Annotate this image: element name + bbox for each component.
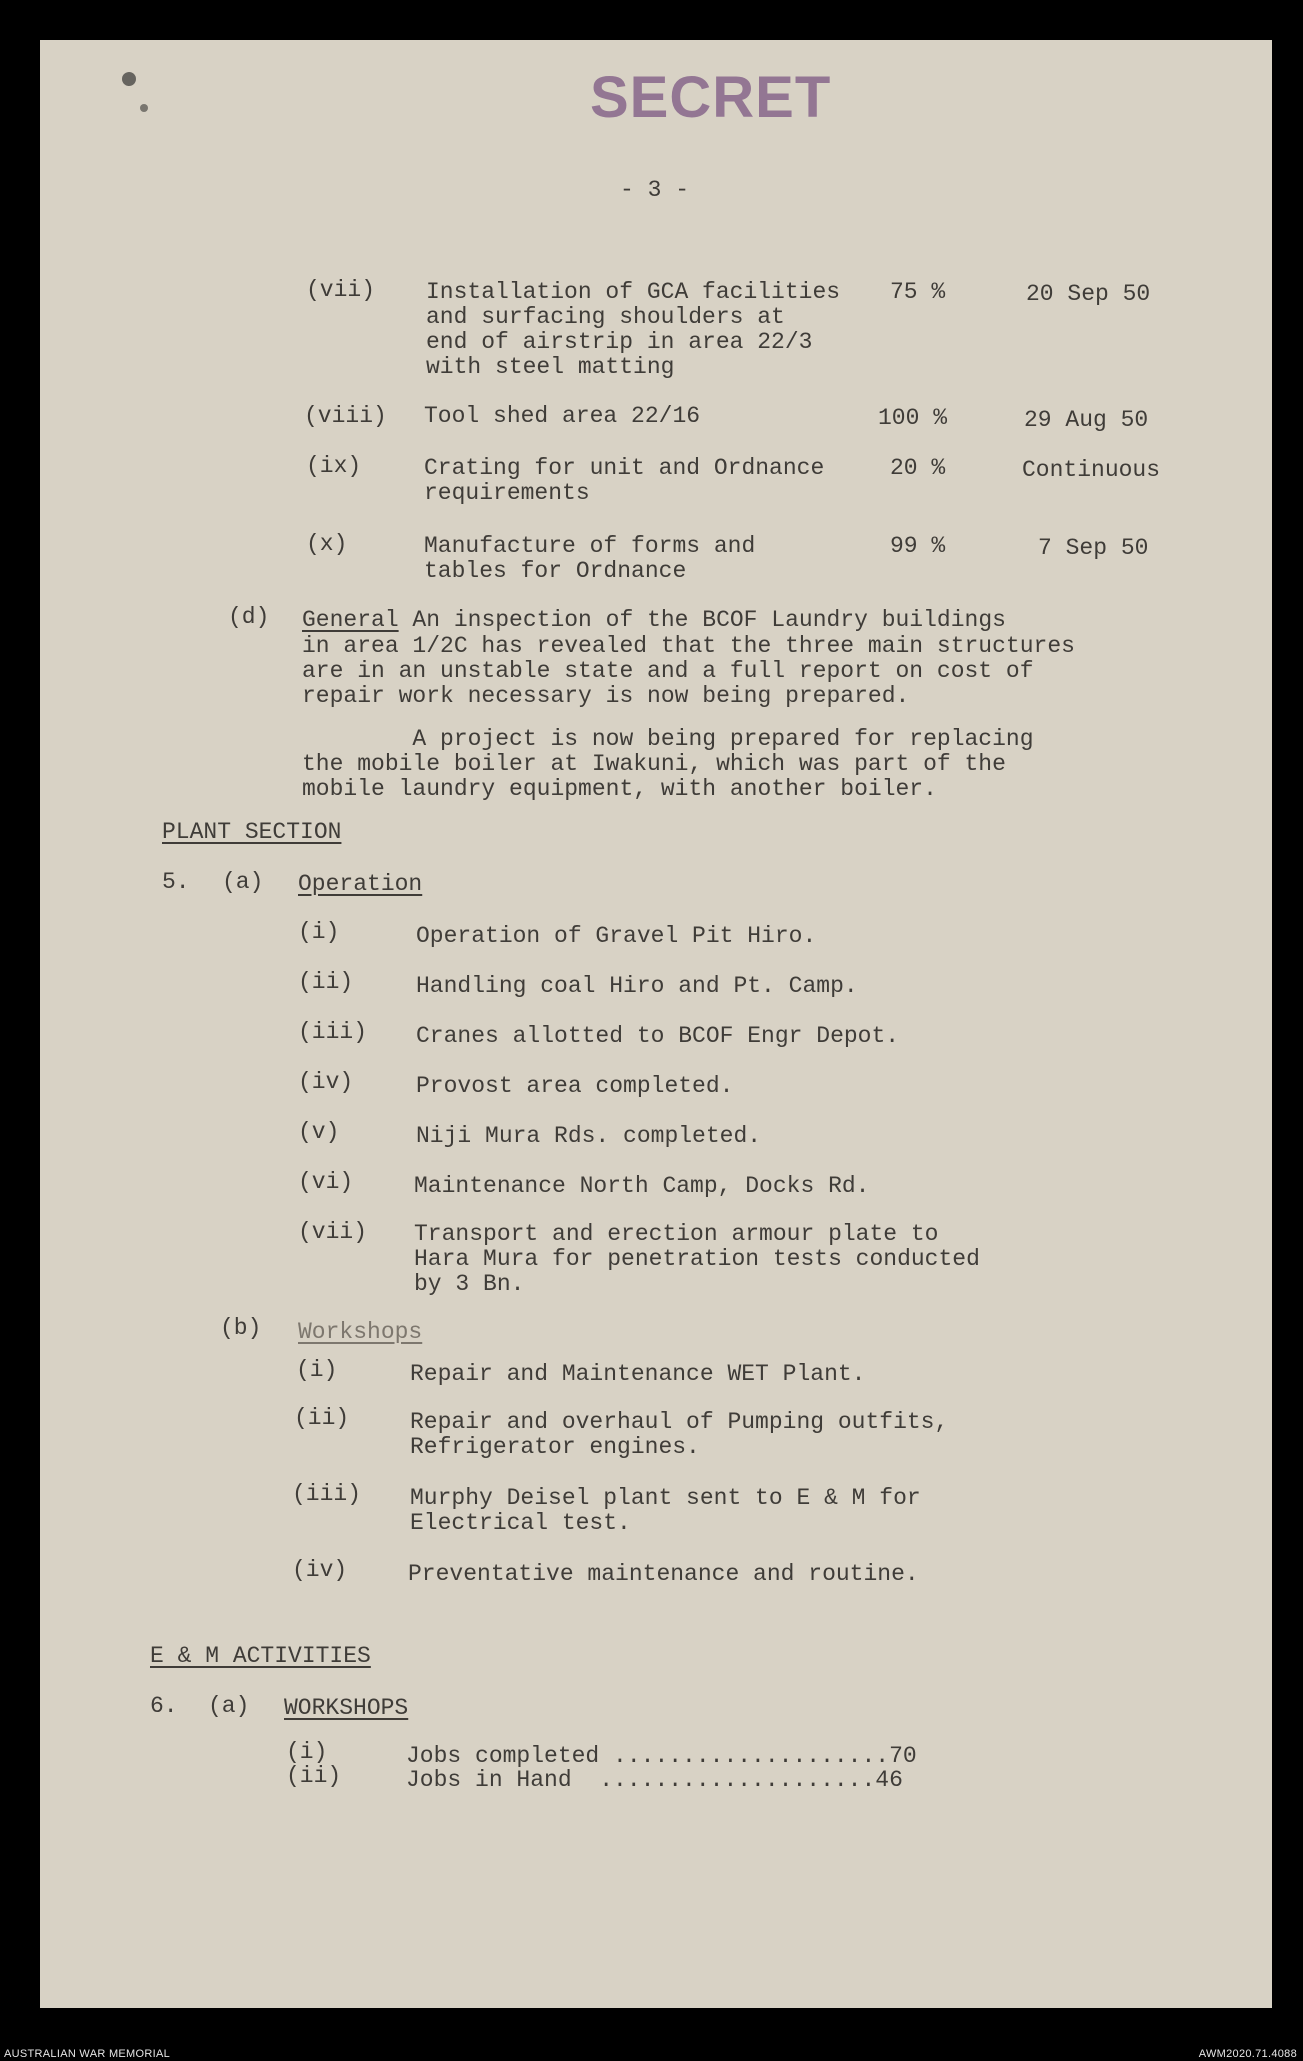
- plant-item-text: Operation of Gravel Pit Hiro.: [416, 923, 817, 949]
- em-a-heading: WORKSHOPS: [284, 1695, 409, 1721]
- plant-item-text: Handling coal Hiro and Pt. Camp.: [416, 973, 858, 999]
- works-item-num: (viii): [304, 403, 387, 429]
- page-number: - 3 -: [620, 177, 690, 203]
- plant-a-heading: Operation: [298, 871, 423, 897]
- works-item-date: 7 Sep 50: [1038, 535, 1149, 561]
- em-item-text: Jobs completed ....................70: [406, 1743, 917, 1769]
- plant-item-text: Cranes allotted to BCOF Engr Depot.: [416, 1023, 900, 1049]
- plant-para-num: 5.: [162, 869, 190, 895]
- workshop-item-num: (ii): [294, 1405, 350, 1431]
- em-item-num: (i): [286, 1739, 328, 1765]
- em-item-text: Jobs in Hand ....................46: [406, 1767, 903, 1793]
- works-item-date: Continuous: [1022, 457, 1161, 483]
- footer-archive-name: AUSTRALIAN WAR MEMORIAL: [4, 2048, 171, 2060]
- workshop-item-num: (iv): [292, 1557, 348, 1583]
- works-item-num: (x): [306, 531, 348, 557]
- workshop-item-num: (iii): [292, 1481, 362, 1507]
- plant-item-text: Provost area completed.: [416, 1073, 734, 1099]
- works-item-num: (ix): [306, 453, 362, 479]
- plant-item-num: (ii): [298, 969, 354, 995]
- works-item-desc: Crating for unit and Ordnance requirements: [424, 455, 825, 506]
- plant-item-num: (iv): [298, 1069, 354, 1095]
- works-item-desc: Manufacture of forms and tables for Ordnance: [424, 533, 756, 584]
- document-page: [40, 40, 1272, 2008]
- workshop-item-text: Preventative maintenance and routine.: [408, 1561, 919, 1587]
- plant-b-heading: Workshops: [298, 1319, 423, 1345]
- plant-item-num: (vi): [298, 1169, 354, 1195]
- em-activities-heading: E & M ACTIVITIES: [150, 1643, 371, 1669]
- secret-stamp: SECRET: [590, 65, 832, 130]
- general-para1-rest: in area 1/2C has revealed that the three main structures are in an unstable state and a full report on cost of repair work necessary is now being prepared.: [302, 633, 1075, 709]
- general-heading: General: [302, 607, 399, 633]
- em-item-num: (ii): [286, 1763, 342, 1789]
- em-a-label: (a): [208, 1693, 250, 1719]
- general-label: (d): [228, 604, 270, 630]
- plant-a-label: (a): [222, 869, 264, 895]
- works-item-pct: 99 %: [890, 533, 946, 559]
- plant-item-num: (iii): [298, 1019, 368, 1045]
- plant-item-text: Transport and erection armour plate to Hara Mura for penetration tests conducted by 3 Bn.: [414, 1221, 980, 1297]
- plant-item-text: Niji Mura Rds. completed.: [416, 1123, 762, 1149]
- works-item-num: (vii): [306, 277, 376, 303]
- punch-hole-mark: [122, 72, 136, 86]
- works-item-pct: 100 %: [878, 405, 948, 431]
- general-para1-first: An inspection of the BCOF Laundry buildings: [398, 607, 1006, 633]
- workshop-item-text: Repair and overhaul of Pumping outfits, Refrigerator engines.: [410, 1409, 949, 1460]
- workshop-item-num: (i): [296, 1357, 338, 1383]
- workshop-item-text: Repair and Maintenance WET Plant.: [410, 1361, 866, 1387]
- works-item-pct: 75 %: [890, 279, 946, 305]
- general-first-line: [302, 608, 1006, 633]
- footer-archive-ref: AWM2020.71.4088: [1198, 2048, 1297, 2060]
- general-para2: A project is now being prepared for replacing the mobile boiler at Iwakuni, which was part of the mobile laundry equipment, with another boiler.: [302, 726, 1034, 802]
- plant-item-num: (v): [298, 1119, 340, 1145]
- plant-item-num: (i): [298, 919, 340, 945]
- works-item-pct: 20 %: [890, 455, 946, 481]
- works-item-desc: Installation of GCA facilities and surfacing shoulders at end of airstrip in area 22/3 with steel matting: [426, 279, 841, 380]
- punch-hole-mark: [140, 104, 148, 112]
- works-item-date: 29 Aug 50: [1024, 407, 1149, 433]
- works-item-date: 20 Sep 50: [1026, 281, 1151, 307]
- plant-item-num: (vii): [298, 1219, 368, 1245]
- plant-item-text: Maintenance North Camp, Docks Rd.: [414, 1173, 870, 1199]
- em-para-num: 6.: [150, 1693, 178, 1719]
- works-item-desc: Tool shed area 22/16: [424, 403, 701, 429]
- plant-b-label: (b): [220, 1315, 262, 1341]
- plant-section-heading: PLANT SECTION: [162, 819, 342, 845]
- workshop-item-text: Murphy Deisel plant sent to E & M for Electrical test.: [410, 1485, 921, 1536]
